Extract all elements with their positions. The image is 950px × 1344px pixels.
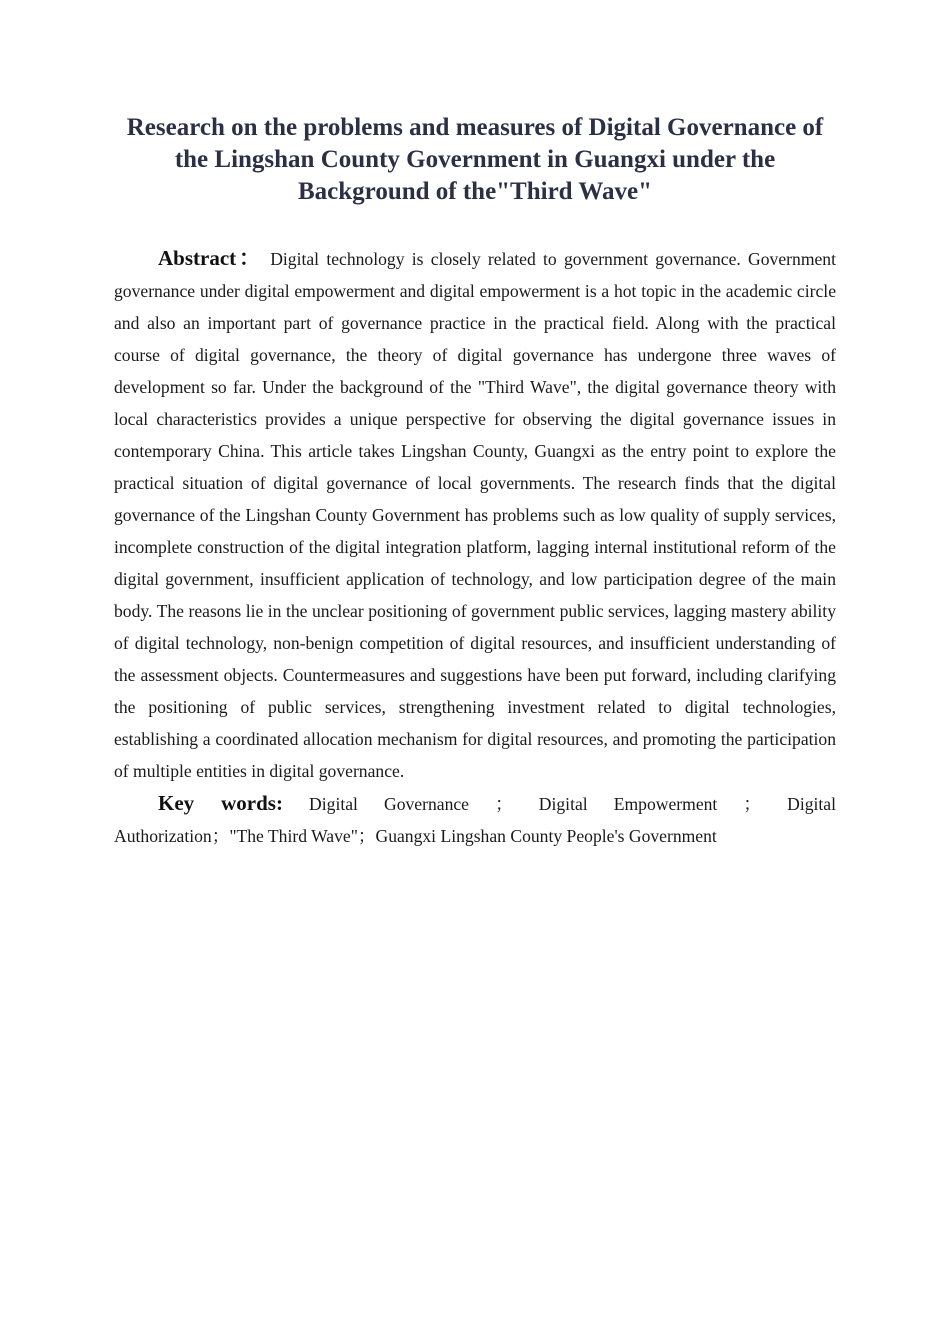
keywords-line-2: Authorization；"The Third Wave"；Guangxi Lingshan County People's Government (114, 826, 717, 846)
keywords-line-1 (114, 787, 836, 820)
keywords-label: Key words: (158, 791, 283, 815)
abstract-paragraph (114, 242, 836, 787)
abstract-label: Abstract： (158, 246, 263, 270)
document-title: Research on the problems and measures of Digital Governance of the Lingshan County Government in Guangxi under the Background of the"Third Wave" (126, 114, 824, 205)
keywords-section (114, 787, 836, 852)
keywords-text-1: Digital Governance ； Digital Empowerment ； Digital (309, 794, 836, 814)
abstract-section (114, 242, 836, 852)
abstract-text: Digital technology is closely related to government governance. Government governance under digital empowerment and digital empowerment is a hot topic in the academic circle and also an important part of governance practice in the practical field. Along with the practical course of digital governance, the theory of digital governance has undergone three waves of development so far. Under the background of the "Third Wave", the digital governance theory with local characteristics provides a unique perspective for observing the digital governance issues in contemporary China. This article takes Lingshan County, Guangxi as the entry point to explore the practical situation of digital governance of local governments. The research finds that the digital governance of the Lingshan County Government has problems such as low quality of supply services, incomplete construction of the digital integration platform, lagging internal institutional reform of the digital government, insufficient application of technology, and low participation degree of the main body. The reasons lie in the unclear positioning of government public services, lagging mastery ability of digital technology, non-benign competition of digital resources, and insufficient understanding of the assessment objects. Countermeasures and suggestions have been put forward, including clarifying the positioning of public services, strengthening investment related to digital technologies, establishing a coordinated allocation mechanism for digital resources, and promoting the participation of multiple entities in digital governance. (114, 249, 836, 781)
